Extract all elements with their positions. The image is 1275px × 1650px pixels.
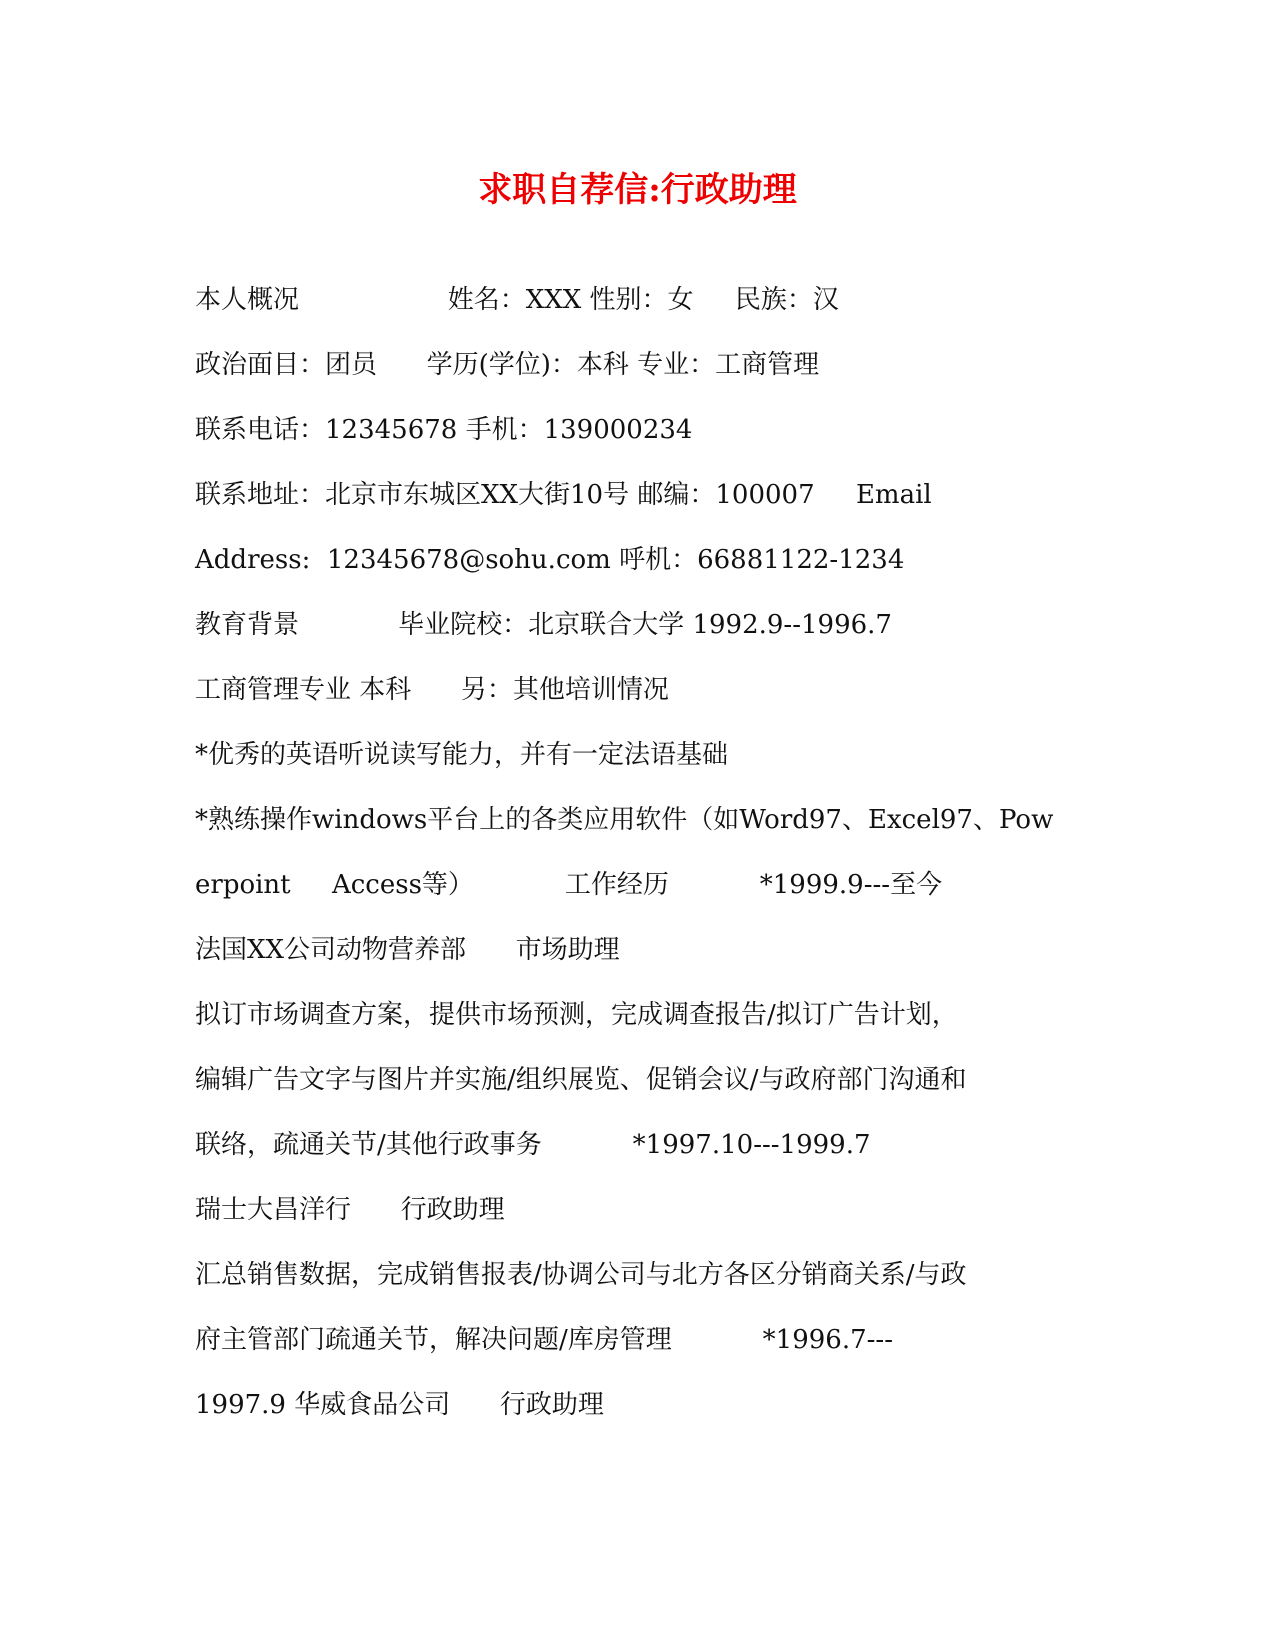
paragraph-line: 法国XX公司动物营养部 市场助理 [195, 935, 620, 965]
paragraph-line: 政治面目：团员 学历(学位)：本科 专业：工商管理 [195, 350, 820, 380]
paragraph-line: Address: 12345678@sohu.com 呼机：66881122-1234 [195, 545, 905, 575]
document-body [195, 282, 1095, 1452]
paragraph-line: 1997.9 华威食品公司 行政助理 [195, 1390, 604, 1420]
paragraph-line: 联系电话：12345678 手机：139000234 [195, 415, 693, 445]
paragraph-line: *优秀的英语听说读写能力，并有一定法语基础 [195, 740, 729, 770]
paragraph-line: 联系地址：北京市东城区XX大街10号 邮编：100007 Email [195, 480, 932, 510]
paragraph-line: 编辑广告文字与图片并实施/组织展览、促销会议/与政府部门沟通和 [195, 1065, 967, 1095]
paragraph-line: 拟订市场调查方案，提供市场预测，完成调查报告/拟订广告计划， [195, 1000, 958, 1030]
document-title: 求职自荐信:行政助理 [478, 170, 797, 210]
paragraph-line: 联络，疏通关节/其他行政事务 *1997.10---1999.7 [195, 1130, 871, 1160]
paragraph-line: *熟练操作windows平台上的各类应用软件（如Word97、Excel97、Pow [195, 805, 1054, 835]
paragraph-line: 瑞士大昌洋行 行政助理 [195, 1195, 505, 1225]
paragraph-line: 本人概况 姓名：XXX 性别：女 民族：汉 [195, 285, 839, 315]
paragraph-line: 府主管部门疏通关节，解决问题/库房管理 *1996.7--- [195, 1325, 894, 1355]
paragraph-line: 工商管理专业 本科 另：其他培训情况 [195, 675, 669, 705]
paragraph-line: 汇总销售数据，完成销售报表/协调公司与北方各区分销商关系/与政 [195, 1260, 967, 1290]
paragraph-line: erpoint Access等） 工作经历 *1999.9---至今 [195, 870, 943, 900]
paragraph-line: 教育背景 毕业院校：北京联合大学 1992.9--1996.7 [195, 610, 892, 640]
